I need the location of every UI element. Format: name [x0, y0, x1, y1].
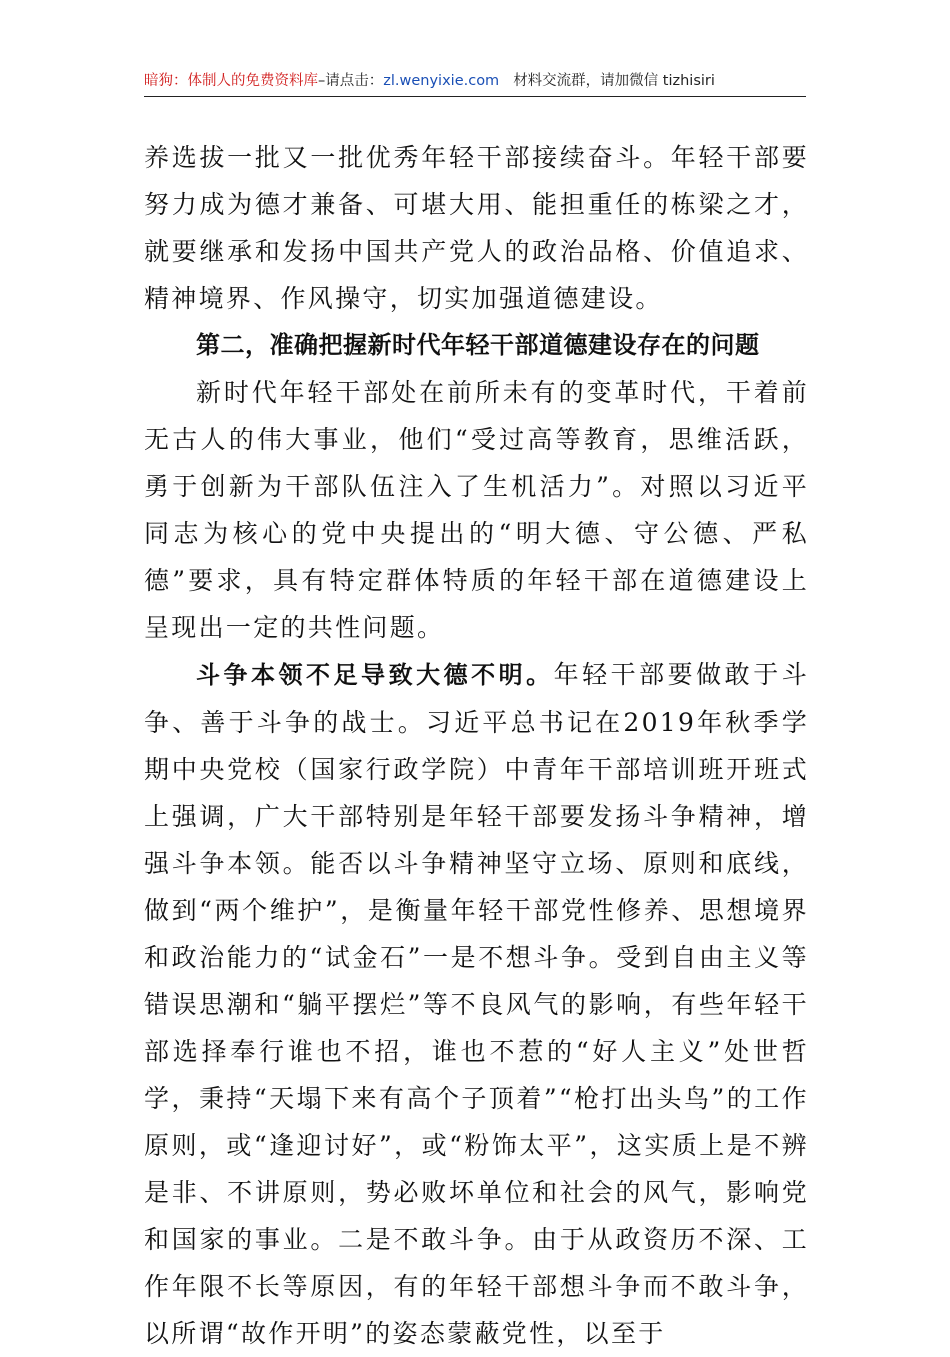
header-site-name: 暗狗：体制人的免费资料库 — [144, 73, 318, 89]
paragraph-3-lead: 斗争本领不足导致大德不明。 — [196, 661, 554, 689]
header-group-note: 材料交流群，请加微信 tizhisiri — [513, 73, 715, 89]
paragraph-3-text: 年轻干部要做敢于斗争、善于斗争的战士。习近平总书记在2019年秋季学期中央党校（国家行政学院）中青年干部培训班开班式上强调，广大干部特别是年轻干部要发扬斗争精神，增强斗争本领。能否以斗争精神坚守立场、原则和底线，做到“两个维护”，是衡量年轻干部党性修养、思想境界和政治能力的“试金石”一是不想斗争。受到自由主义等错误思潮和“躺平摆烂”等不良风气的影响，有些年轻干部选择奉行谁也不招，谁也不惹的“好人主义”处世哲学，秉持“天塌下来有高个子顶着”“枪打出头鸟”的工作原则，或“逢迎讨好”，或“粉饰太平”，这实质上是不辨是非、不讲原则，势必败坏单位和社会的风气，影响党和国家的事业。二是不敢斗争。由于从政资历不深、工作年限不长等原因，有的年轻干部想斗争而不敢斗争，以所谓“故作开明”的姿态蒙蔽党性，以至于 — [144, 660, 809, 1348]
paragraph-3 — [144, 651, 809, 1357]
watermark-header — [144, 70, 806, 97]
paragraph-2: 新时代年轻干部处在前所未有的变革时代，干着前无古人的伟大事业，他们“受过高等教育，思维活跃，勇于创新为干部队伍注入了生机活力”。对照以习近平同志为核心的党中央提出的“明大德、守公德、严私德”要求，具有特定群体特质的年轻干部在道德建设上呈现出一定的共性问题。 — [144, 378, 809, 642]
paragraph-1: 养选拔一批又一批优秀年轻干部接续奋斗。年轻干部要努力成为德才兼备、可堪大用、能担重任的栋梁之才，就要继承和发扬中国共产党人的政治品格、价值追求、精神境界、作风操守，切实加强道德建设。 — [144, 143, 809, 313]
section-heading: 第二，准确把握新时代年轻干部道德建设存在的问题 — [196, 331, 760, 359]
header-url-link[interactable]: zl.wenyixie.com — [383, 73, 500, 89]
header-click-prompt: –请点击： — [318, 73, 384, 89]
document-body — [144, 134, 809, 1357]
